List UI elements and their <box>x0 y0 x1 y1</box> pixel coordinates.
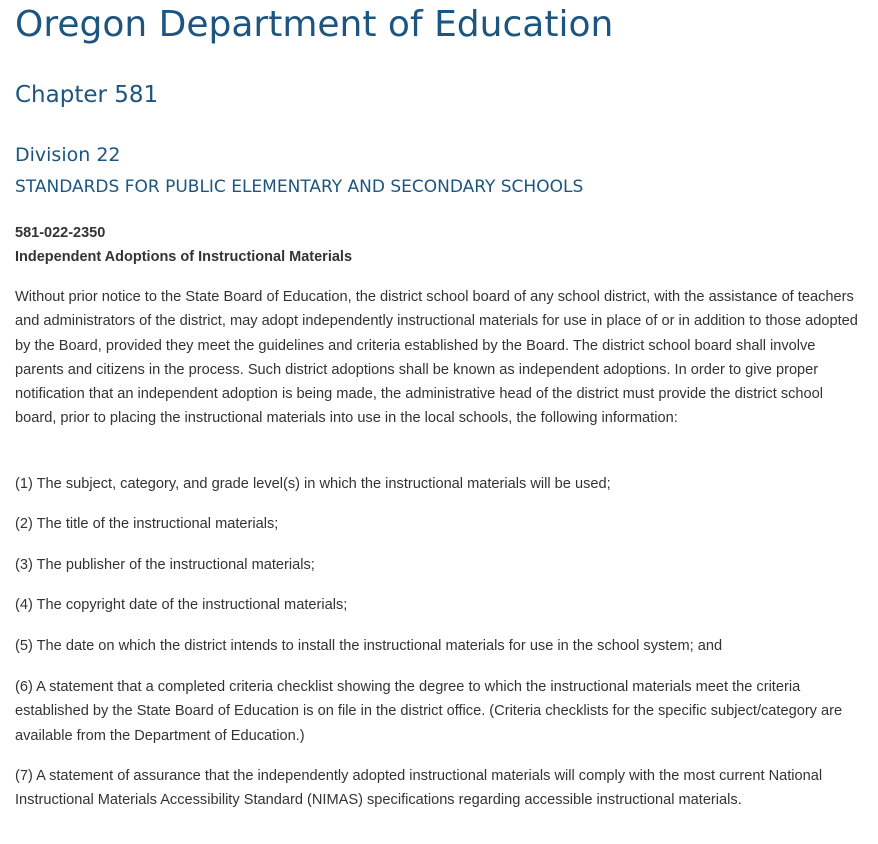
rule-item-4: (4) The copyright date of the instructional materials; <box>15 597 348 613</box>
agency-heading: Oregon Department of Education <box>15 4 614 45</box>
division-heading: Division 22 <box>15 144 121 166</box>
rule-item-7: (7) A statement of assurance that the independently adopted instructional materials will comply with the most current National Instructional Materials Accessibility Standard (NIMAS) specifications regarding accessible instructional materials. <box>15 768 823 809</box>
rule-number: 581-022-2350 <box>15 225 106 241</box>
rule-item-2: (2) The title of the instructional materials; <box>15 516 279 532</box>
rule-item-3: (3) The publisher of the instructional materials; <box>15 557 315 573</box>
division-title: STANDARDS FOR PUBLIC ELEMENTARY AND SECONDARY SCHOOLS <box>15 177 584 197</box>
rule-item-6: (6) A statement that a completed criteria checklist showing the degree to which the instructional materials meet the criteria established by the State Board of Education is on file in the district office. (Criteria checklists for the specific subject/category are available from the Department of Education.) <box>15 679 843 744</box>
rule-intro-paragraph: Without prior notice to the State Board of Education, the district school board of any school district, with the assistance of teachers and administrators of the district, may adopt independently instructional materials for use in place of or in addition to those adopted by the Board, provided they meet the guidelines and criteria established by the Board. The district school board shall involve parents and citizens in the process. Such district adoptions shall be known as independent adoptions. In order to give proper notification that an independent adoption is being made, the administrative head of the district must provide the district school board, prior to placing the instructional materials into use in the local schools, the following information: <box>15 289 858 427</box>
rule-title: Independent Adoptions of Instructional Materials <box>15 249 353 265</box>
chapter-heading: Chapter 581 <box>15 82 159 108</box>
rule-item-5: (5) The date on which the district intends to install the instructional materials for use in the school system; and <box>15 638 723 654</box>
rule-item-1: (1) The subject, category, and grade level(s) in which the instructional materials will be used; <box>15 476 611 492</box>
